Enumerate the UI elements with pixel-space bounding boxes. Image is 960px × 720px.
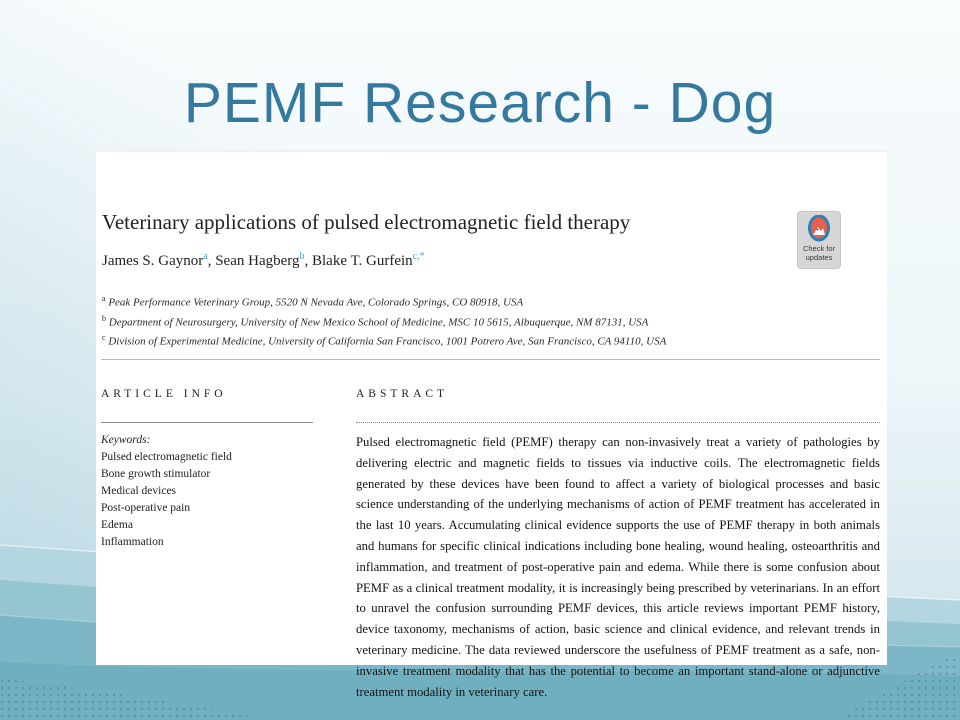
- author-line: James S. Gaynor$^a$, Sean Hagberg$^b$, Blake T. Gurfein$^{c,*}$: [102, 251, 425, 269]
- keyword: Post-operative pain: [101, 502, 191, 514]
- keywords-list: [101, 432, 313, 551]
- abstract-text: Pulsed electromagnetic field (PEMF) therapy can non-invasively treat a variety of pathologies by delivering electric and magnetic fields to tissues via inductive coils. The electromagnetic fields generated by these devices have been found to affect a variety of biological processes and basic science understanding of the underlying mechanisms of action of PEMF treatment has accelerated in the last 10 years. Accumulating clinical evidence supports the use of PEMF therapy in both animals and humans for specific clinical indications including bone healing, wound healing, osteoarthritis and inflammation, and treatment of post-operative pain and edema. While there is some confusion about PEMF as a clinical treatment modality, it is increasingly being prescribed by veterinarians. In an effort to unravel the confusion surrounding PEMF devices, this article reviews important PEMF history, device taxonomy, mechanisms of action, basic science and clinical evidence, and relevant trends in veterinary medicine. The data reviewed underscore the usefulness of PEMF treatment as a safe, non-invasive treatment modality that has the potential to become an important stand-alone or adjunctive treatment modality in veterinary care.: [356, 435, 880, 699]
- article-info-rule: [101, 422, 313, 423]
- abstract-heading: ABSTRACT: [356, 388, 449, 400]
- affiliation: $^b$ Department of Neurosurgery, University of New Mexico School of Medicine, MSC 10 5615, Albuquerque, NM 87131, USA: [102, 313, 649, 329]
- header-divider: [101, 359, 880, 360]
- keywords-label: Keywords:: [101, 434, 151, 446]
- keyword: Edema: [101, 519, 133, 531]
- paper-title: Veterinary applications of pulsed electromagnetic field therapy: [102, 210, 631, 234]
- affiliations: [102, 291, 802, 350]
- author: Sean Hagberg$^b$: [215, 251, 305, 269]
- article-info-column: [101, 388, 313, 551]
- abstract-rule: [356, 422, 880, 423]
- article-info-heading: ARTICLE INFO: [101, 388, 227, 400]
- crossmark-icon: [808, 215, 830, 243]
- keyword: Bone growth stimulator: [101, 468, 211, 480]
- check-for-updates-badge[interactable]: [797, 211, 841, 269]
- keyword: Medical devices: [101, 485, 177, 497]
- affiliation: $^a$ Peak Performance Veterinary Group, 5520 N Nevada Ave, Colorado Springs, CO 80918, USA: [102, 294, 524, 309]
- author: Blake T. Gurfein$^{c,*}$: [311, 251, 425, 269]
- slide-title[interactable]: PEMF Research - Dog: [183, 71, 777, 135]
- author: James S. Gaynor$^a$: [102, 251, 208, 269]
- abstract-column: [356, 388, 880, 702]
- badge-label: Check for updates: [802, 244, 836, 262]
- paper-screenshot[interactable]: [96, 150, 887, 699]
- keyword: Pulsed electromagnetic field: [101, 451, 232, 463]
- affiliation: $^c$ Division of Experimental Medicine, University of California San Francisco, 1001 Potrero Ave, San Francisco, CA 94110, USA: [102, 333, 667, 348]
- keyword: Inflammation: [101, 536, 164, 548]
